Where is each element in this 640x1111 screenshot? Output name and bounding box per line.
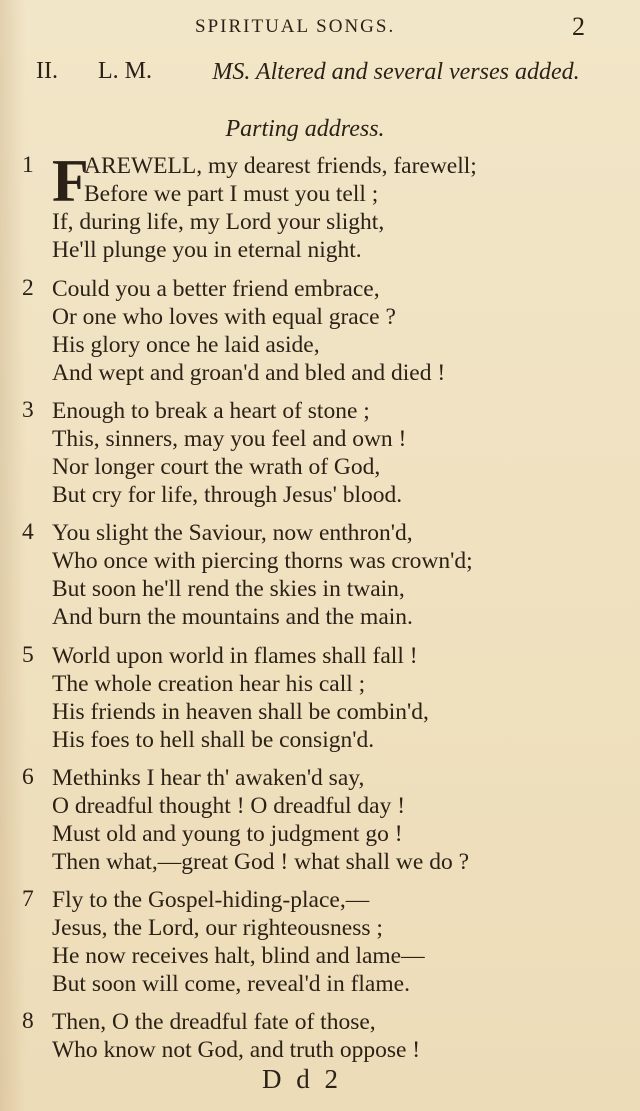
- hymn-number: II.: [36, 58, 58, 84]
- verse-number: 4: [22, 519, 34, 545]
- signature-mark: D d 2: [262, 1064, 342, 1094]
- verse-line: This, sinners, may you feel and own !: [52, 426, 407, 452]
- verse-line: Before we part I must you tell ;: [84, 181, 379, 207]
- verse-line: But cry for life, through Jesus' blood.: [52, 482, 403, 508]
- verse-line: You slight the Saviour, now enthron'd,: [52, 520, 413, 546]
- verse-line: Could you a better friend embrace,: [52, 276, 380, 302]
- verse-line: The whole creation hear his call ;: [52, 671, 366, 697]
- verse-number: 1: [22, 152, 34, 178]
- verse-line: He now receives halt, blind and lame—: [52, 943, 425, 969]
- verse-line: Who know not God, and truth oppose !: [52, 1037, 421, 1063]
- verse-lines: [52, 642, 429, 754]
- verse-number: 6: [22, 764, 34, 790]
- verse-lines: [52, 397, 406, 509]
- verse-line: His foes to hell shall be consign'd.: [52, 727, 375, 753]
- verse-line: He'll plunge you in eternal night.: [52, 237, 362, 263]
- verse-line: O dreadful thought ! O dreadful day !: [52, 793, 406, 819]
- verse-line: But soon will come, reveal'd in flame.: [52, 971, 410, 997]
- verse-line: World upon world in flames shall fall !: [52, 643, 418, 669]
- verse-lines: [52, 886, 425, 998]
- verse-line: AREWELL, my dearest friends, farewell;: [84, 153, 477, 179]
- verse-line: Jesus, the Lord, our righteousness ;: [52, 915, 383, 941]
- hymn-title: Parting address.: [225, 116, 385, 142]
- verse-line: Or one who loves with equal grace ?: [52, 304, 396, 330]
- running-head: SPIRITUAL SONGS.: [195, 16, 396, 37]
- verse-line: Then, O the dreadful fate of those,: [52, 1009, 376, 1035]
- verse-line: His glory once he laid aside,: [52, 332, 320, 358]
- verse-number: 7: [22, 886, 34, 912]
- verse-number: 3: [22, 397, 34, 423]
- verse-line: Methinks I hear th' awaken'd say,: [52, 765, 365, 791]
- drop-cap: F: [52, 148, 89, 214]
- verse-number: 5: [22, 642, 34, 668]
- verse-line: Who once with piercing thorns was crown'd;: [52, 548, 473, 574]
- verse-line: Must old and young to judgment go !: [52, 821, 403, 847]
- verse-lines: [52, 148, 477, 264]
- verse-line: But soon he'll rend the skies in twain,: [52, 576, 405, 602]
- verse-lines: [52, 1008, 420, 1064]
- hymn-meter: L. M.: [98, 58, 152, 84]
- verse-number: 8: [22, 1008, 34, 1034]
- verse-line: If, during life, my Lord your slight,: [52, 209, 385, 235]
- verse-lines: [52, 519, 473, 631]
- verse-number: 2: [22, 275, 34, 301]
- verse-line: His friends in heaven shall be combin'd,: [52, 699, 429, 725]
- verse-line: Fly to the Gospel-hiding-place,—: [52, 887, 370, 913]
- verse-line: Enough to break a heart of stone ;: [52, 398, 370, 424]
- verse-line: And wept and groan'd and bled and died !: [52, 360, 446, 386]
- verse-line: Then what,—great God ! what shall we do ?: [52, 849, 469, 875]
- page-number: 2: [572, 12, 585, 41]
- hymn-source: MS. Altered and several verses added.: [212, 59, 580, 85]
- verse-line: And burn the mountains and the main.: [52, 604, 413, 630]
- verse-line: Nor longer court the wrath of God,: [52, 454, 381, 480]
- verse-lines: [52, 275, 445, 387]
- verse-lines: [52, 764, 469, 876]
